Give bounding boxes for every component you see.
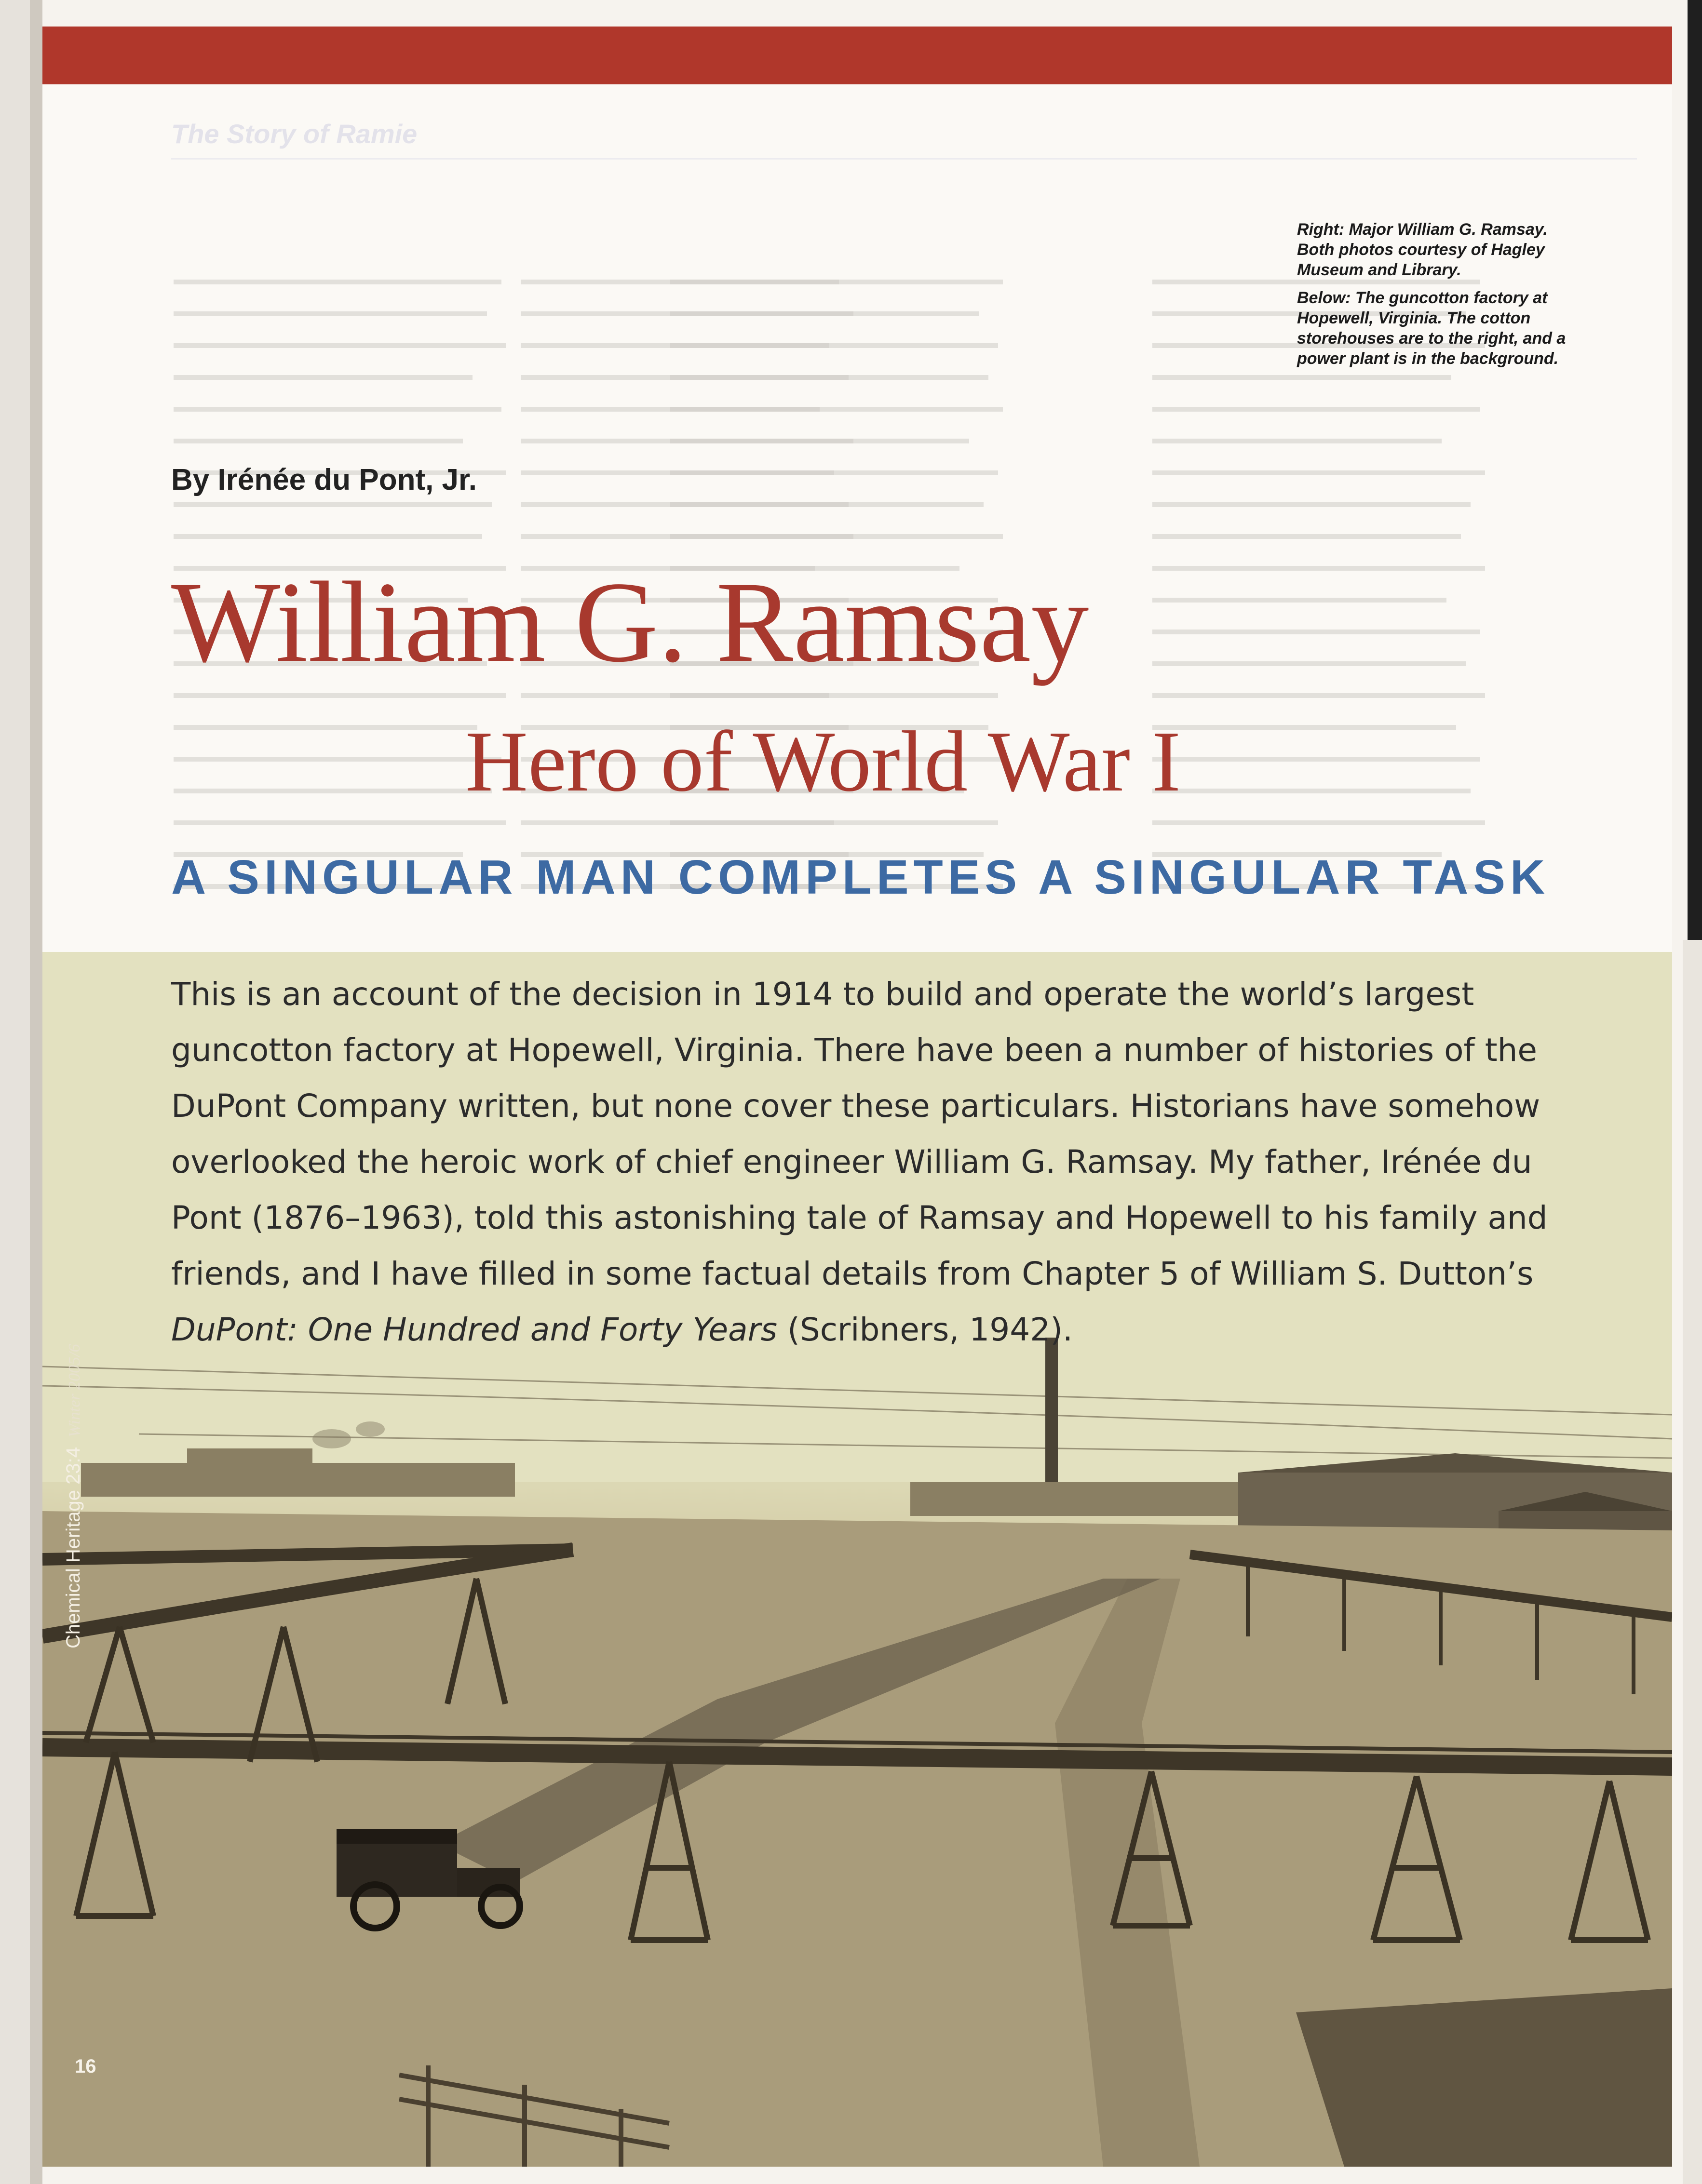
show-through-rule — [171, 158, 1637, 160]
caption-below: Below: The guncotton factory at Hopewell, Virginia. The cotton storehouses are to the right, and a power plant is in the background. — [1297, 289, 1566, 368]
journal-credit — [63, 1166, 101, 1648]
intro-paragraph — [171, 966, 1579, 1362]
intro-tail: (Scribners, 1942). — [777, 1311, 1073, 1348]
article-subtitle: Hero of World War I — [465, 713, 1181, 809]
gutter-shadow — [30, 0, 42, 2184]
right-page-edge — [1688, 0, 1702, 940]
intro-book-title: DuPont: One Hundred and Forty Years — [171, 1311, 778, 1348]
intro-body: This is an account of the decision in 1914 to build and operate the world’s largest guncotton factory at Hopewell, Virginia. There have been a number of histories of the DuPont Company written, but none cover these particulars. Historians have somehow overlooked the heroic work of chief engineer William G. Ramsay. My father, Irénée du Pont (1876–1963), told this astonishing tale of Ramsay and Hopewell to his family and friends, and I have filled in some factual details from Chapter 5 of William S. Dutton’s — [171, 976, 1548, 1292]
show-through-running-head: The Story of Ramie — [171, 119, 418, 149]
photo-caption — [1297, 219, 1586, 417]
article-title: William G. Ramsay — [171, 558, 1089, 686]
journal-issue-mark: Winter 2005/6 — [66, 1344, 83, 1437]
page-number: 16 — [75, 2056, 96, 2077]
article-tagline: A SINGULAR MAN COMPLETES A SINGULAR TASK — [171, 850, 1550, 904]
caption-right: Right: Major William G. Ramsay. Both photos courtesy of Hagley Museum and Library. — [1297, 220, 1548, 279]
top-color-band — [42, 27, 1672, 84]
page-gutter-edge — [0, 0, 34, 2184]
right-page-edge-lower — [1683, 940, 1702, 2184]
journal-name: Chemical Heritage 23:4 — [63, 1447, 84, 1648]
byline: By Irénée du Pont, Jr. — [171, 463, 477, 496]
